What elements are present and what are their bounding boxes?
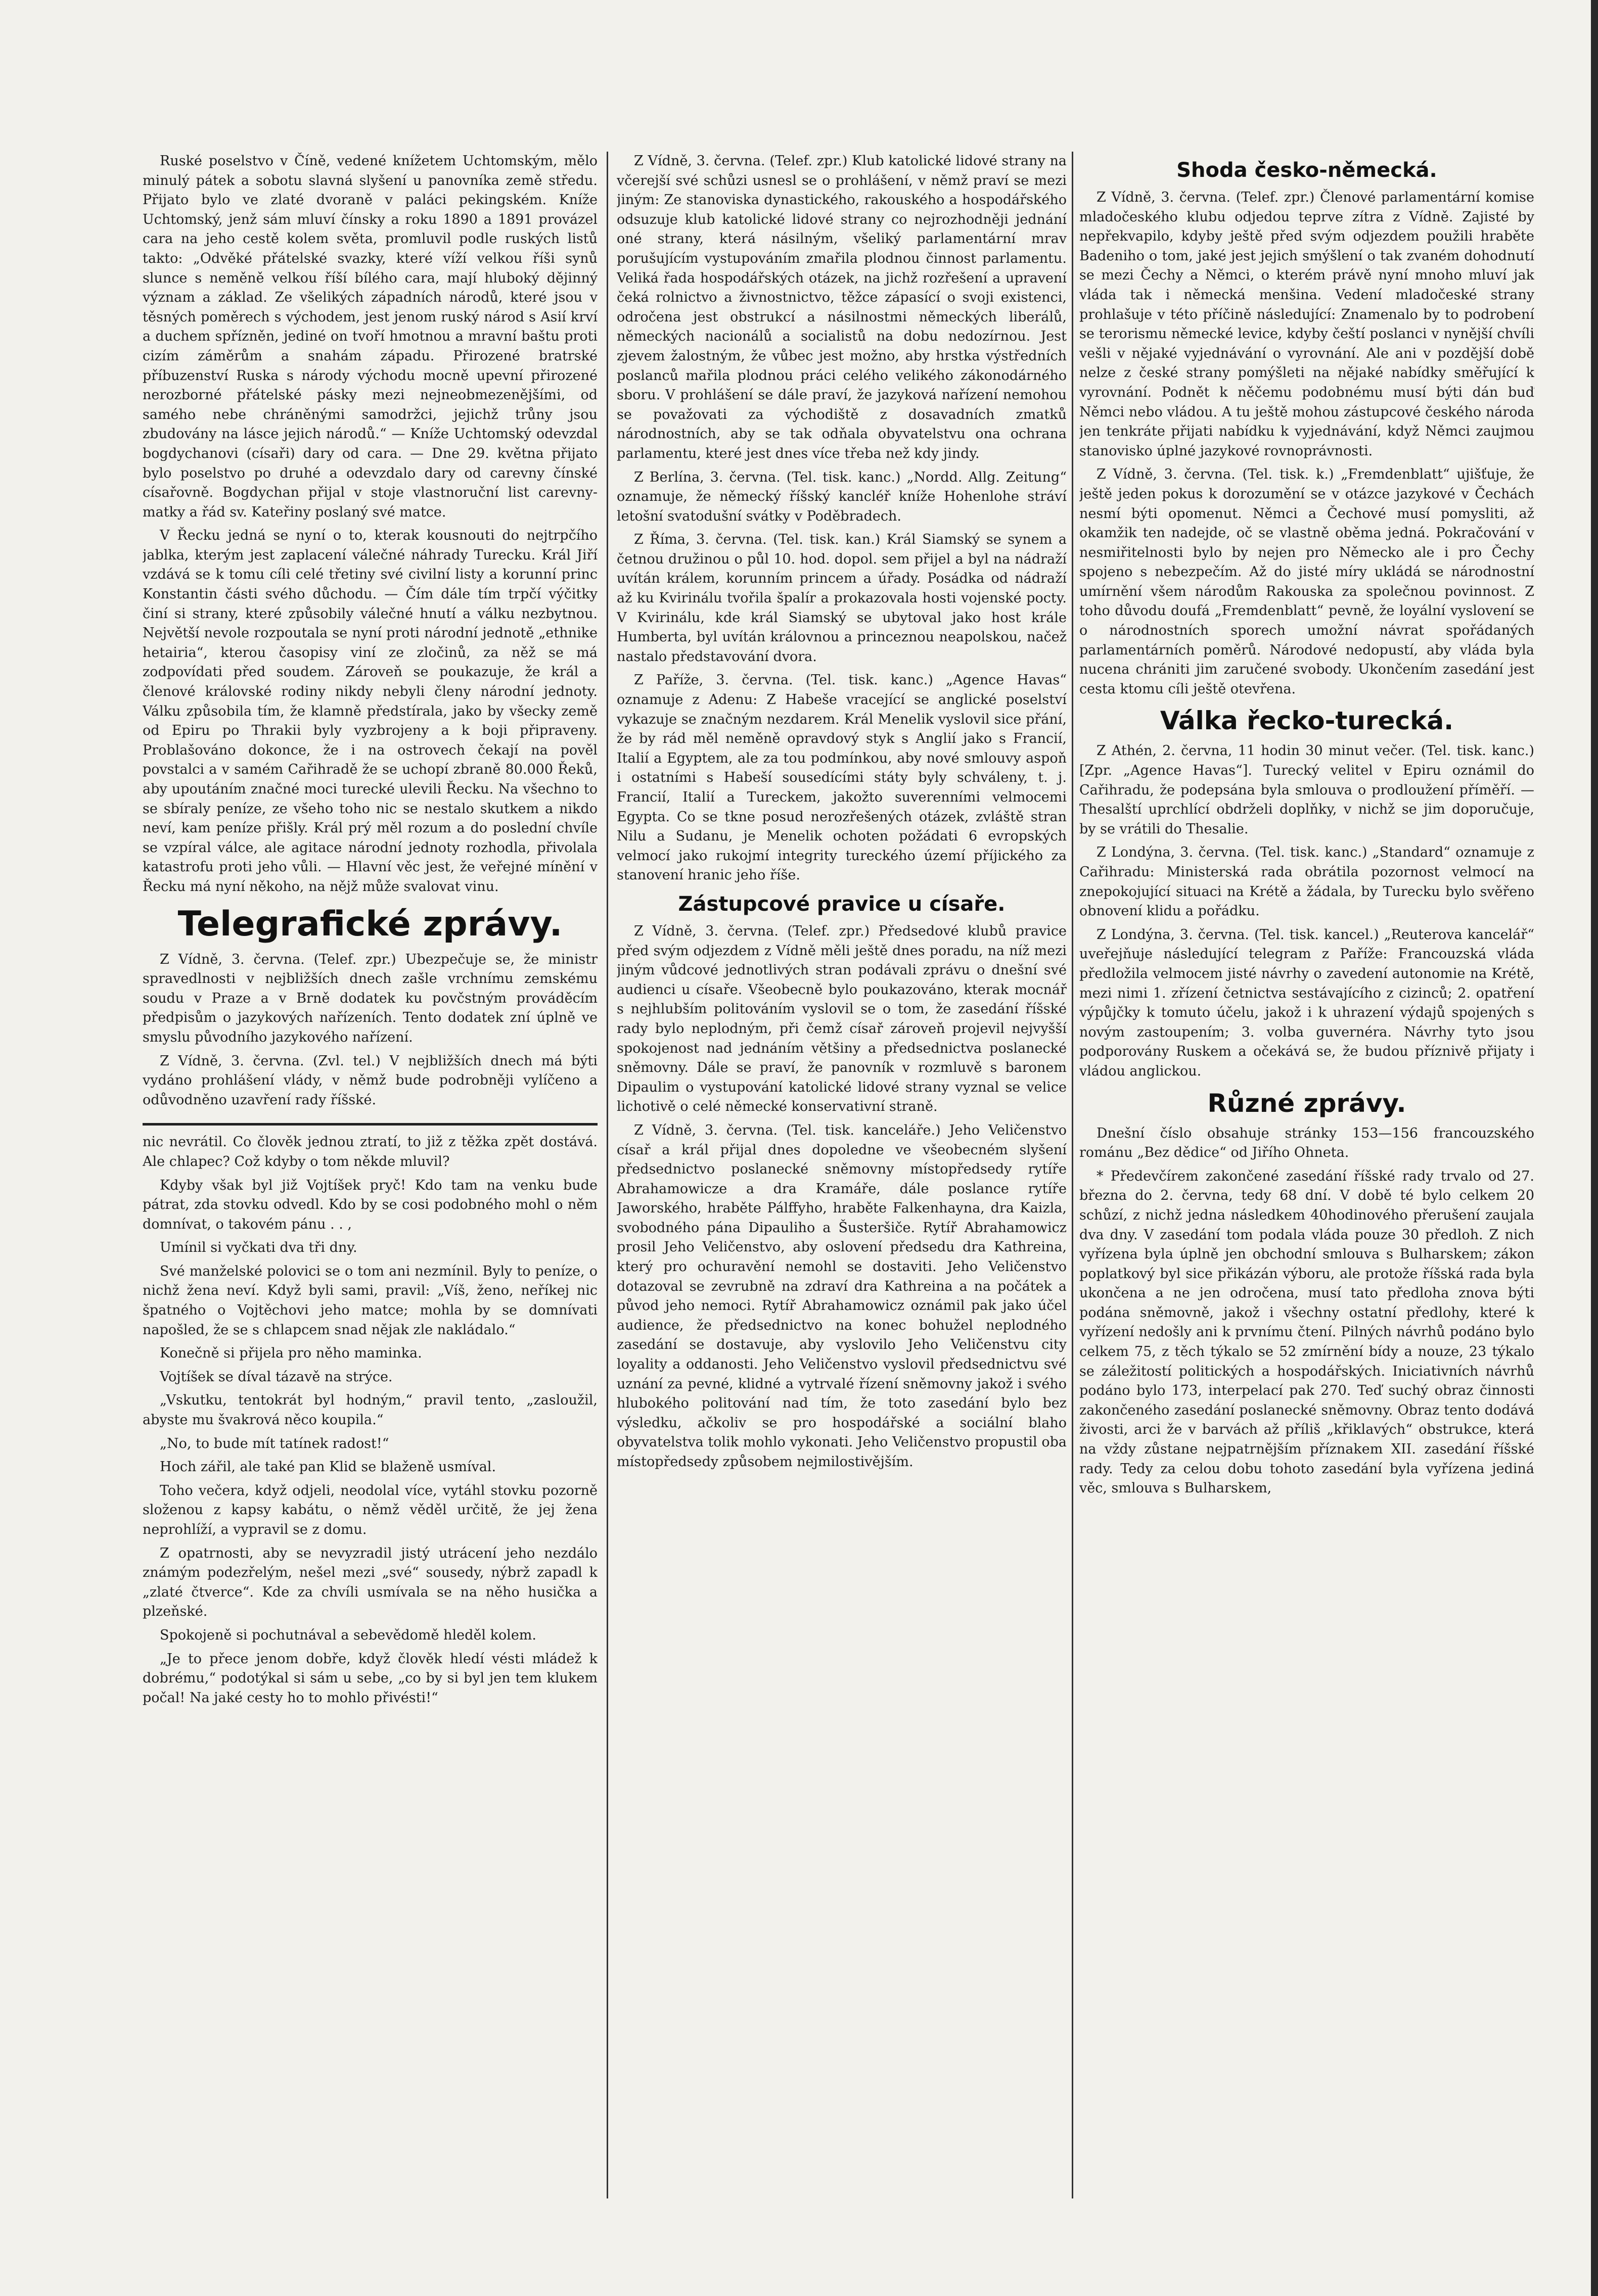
column-middle xyxy=(617,152,1067,2198)
news-item: Z Vídně, 3. června. (Tel. tisk. kanceláře.) Jeho Veličenstvo císař a král přijal dnes dopoledne ve všeobecném slyšení předsednictvo poslanecké sněmovny místopředsedy rytíře Abrahamowicze a dra Kramáře, dále poslance rytíře Jaworského, hraběte Pálffyho, hraběte Falkenhayna, dra Kaizla, svobodného pána Dipauliho a Šusteršiče. Rytíř Abrahamowicz prosil Jeho Veličenstvo, aby oslovení předsedu dra Kathreina, který pro ochuravění nemohl se dostaviti. Jeho Veličenstvo dotazoval se zevrubně na zdraví dra Kathreina a na počátek a původ jeho nemoci. Rytíř Abrahamowicz oznámil pak jako účel audience, že předsednictvo na konec bohužel neplodného zasedání se dostavuje, aby vyslovilo Jeho Veličenstvu city loyality a oddanosti. Jeho Veličenstvo vyslovil předsednictvu své uznání za pevné, klidné a vytrvalé řízení sněmovny jakož i svého hlubokého politování nad tím, že toto zasedání bylo bez výsledku, ačkoliv se pro hospodářské a sociální blaho obyvatelstva tolik mohlo vykonati. Jeho Veličenstvo propustil oba místopředsedy způsobem nejmilostivějším. xyxy=(617,1122,1067,1470)
feuilleton-paragraph: „Je to přece jenom dobře, když člověk hledí vésti mládež k dobrému,“ podotýkal si sám u sebe, „co by si byl jen tem klukem počal! Na jaké cesty ho to mohlo přivésti!“ xyxy=(143,1651,598,1706)
news-item: Z Londýna, 3. června. (Tel. tisk. kancel.) „Reuterova kancelář“ uveřejňuje následující telegram z Paříže: Francouzská vláda předložila velmocem jisté návrhy o zavedení autonomie na Krétě, mezi nimi 1. zřízení četnictva sestávajícího z cizinců; 2. opatření výpůjčky k tomuto účelu, jakož i k uhrazení výdajů spojených s novým zastoupením; 3. volba guvernéra. Návrhy tyto jsou podporovány Ruskem a očekává se, že budou příznivě přijaty i vládou anglickou. xyxy=(1079,926,1534,1079)
news-item: Z Londýna, 3. června. (Tel. tisk. kanc.) „Standard“ oznamuje z Cařihradu: Ministerská rada obrátila pozornost velmocí na znepokojující situaci na Krétě a žádala, by Turecku bylo svěřeno obnovení klidu a pořádku. xyxy=(1079,845,1534,919)
feuilleton-paragraph: „Vskutku, tentokrát byl hodným,“ pravil tento, „zasloužil, abyste mu švakrová něco koupila.“ xyxy=(143,1392,598,1428)
news-item: Z Berlína, 3. června. (Tel. tisk. kanc.) „Nordd. Allg. Zeitung“ oznamuje, že německý říšský kancléř kníže Hohenlohe stráví letošní svatodušní svátky v Poděbradech. xyxy=(617,469,1067,524)
news-item: Z Paříže, 3. června. (Tel. tisk. kanc.) „Agence Havas“ oznamuje z Adenu: Z Habeše vracející se anglické poselství vykazuje se značným nezdarem. Král Menelik vyslovil sice přání, že by rád měl neměně opravdový styk s Anglií jako s Francií, Italií a Egyptem, ale za tou podmínkou, aby nové smlouvy aspoň i ostatními s Habeší sousedícími státy byly schváleny, t. j. Francií, Italií a Tureckem, jakožto suverenními velmocemi Egypta. Co se tkne posud nerozřešených otázek, zvláště stran Nilu a Sudanu, je Menelik ochoten požádati 6 evropských velmocí jako rukojmí integrity tureckého území příjického za stanovení hranic jeho říše. xyxy=(617,672,1067,883)
page-edge-shadow xyxy=(1591,0,1598,2296)
column-separator xyxy=(1072,152,1073,2198)
feuilleton-paragraph: Z opatrnosti, aby se nevyzradil jistý utrácení jeho nezdálo známým podezřelým, nešel mezi „své“ sousedy, nýbrž zapadl k „zlaté čtverce“. Kde za chvíli usmívala se na něho husička a plzeňské. xyxy=(143,1545,598,1620)
feuilleton-paragraph: Své manželské polovici se o tom ani nezmínil. Byly to peníze, o nichž žena neví. Když byli sami, pravil: „Víš, ženo, neříkej nic špatného o Vojtěchovi jeho matce; mohla by se domnívati napošled, že se s chlapcem snad nějak zle nakládalo.“ xyxy=(143,1263,598,1338)
news-item: Z Říma, 3. června. (Tel. tisk. kan.) Král Siamský se synem a četnou družinou o půl 10. hod. dopol. sem přijel a byl na nádraží uvítán králem, korunním princem a úřady. Posádka od nádraží až ku Kvirinálu tvořila špalír a prokazovala hosti vojenské pocty. V Kvirinálu, kde král Siamský se ubytoval jako host krále Humberta, byl uvítán královnou a princeznou neapolskou, načež nastalo představování dvora. xyxy=(617,532,1067,665)
greece-article: V Řecku jedná se nyní o to, kterak kousnouti do nejtrpčího jablka, kterým jest zaplacení válečné náhrady Turecku. Král Jiří vzdává se k tomu cíli celé třetiny své civilní listy a korunní princ Konstantin části svého důchodu. — Čím dále tím trpčí výčitky činí si strany, které způsobily válečné hnutí a válku nezbytnou. Největší nevole rozpoutala se nyní proti národní jednotě „ethnike hetairia“, kterou časopisy viní ze zločinů, za něž se má zodpovídati před soudem. Zároveň se poukazuje, že král a členové královské rodiny nikdy nebyli členy národní jednoty. Válku způsobila tím, že klamně předstírala, jako by všecky země od Epiru po Thrakii byly vyzbrojeny a k boji připraveny. Problašováno dokonce, že i na ostrovech čekají na pověl povstalci a v samém Cařihradě že se uchopí zbraně 80.000 Řeků, aby upoutáním značné moci turecké ulevili Řecku. Na všechno to se sbíraly peníze, ze všeho toho nic se nestalo skutkem a nikdo neví, kam peníze přišly. Král prý měl rozum a do poslední chvíle se vzpíral válce, ale agitace národní jednoty rozhodla, přivolala katastrofu proti jeho vůli. — Hlavní věc jest, že veřejné mínění v Řecku má nyní někoho, na nějž může svalovat vinu. xyxy=(143,528,598,895)
news-item: Dnešní číslo obsahuje stránky 153—156 francouzského románu „Bez dědice“ od Jiřího Ohneta. xyxy=(1079,1125,1534,1161)
telegraph-item: Z Vídně, 3. června. (Telef. zpr.) Ubezpečuje se, že ministr spravedlnosti v nejbližších dnech zašle vrchnímu zemskému soudu v Praze a v Brně dodatek ku povčstným prováděcím předpisům o jazykových nařízeních. Tento dodatek zní úplně ve smyslu původního jazykového nařízení. xyxy=(143,951,598,1045)
feuilleton-divider xyxy=(143,1123,598,1126)
feuilleton-paragraph: „No, to bude mít tatínek radost!“ xyxy=(160,1435,389,1451)
feuilleton-paragraph: Spokojeně si pochutnával a sebevědomě hleděl kolem. xyxy=(160,1627,536,1643)
feuilleton-paragraph: nic nevrátil. Co člověk jednou ztratí, to již z těžka zpět dostává. Ale chlapec? Což kdyby o tom někde mluvil? xyxy=(143,1134,598,1169)
telegraph-heading: Telegrafické zprávy. xyxy=(177,904,563,944)
news-item: * Předevčírem zakončené zasedání říšské rady trvalo od 27. března do 2. června, tedy 68 dní. V době té bylo celkem 20 schůzí, z nichž jedna následkem 40hodinového přerušení zaujala dva dny. V zasedání tom podala vláda pouze 30 předloh. Z nich vyřízena byla úplně jen obchodní smlouva s Bulharskem; zákon poplatkový byl sice přikázán výboru, ale protože říšská rada byla ukončena a ne jen odročena, musí tato předloha znova býti podána sněmovně, jakož i všechny ostatní předlohy, které k vyřízení nedošly ani k prvnímu čtení. Pilných návrhů podáno bylo celkem 75, z těch týkalo se 52 zmírnění bídy a nouze, 23 týkalo se záležitostí politických a hospodářských. Iniciativních návrhů podáno bylo 173, interpelací pak 270. Teď suchý obraz činnosti zakončeného zasedání poslanecké sněmovny. Obraz tento dodává živosti, arci že v barvách až příliš „křiklavých“ obstrukce, která na vždy zůstane nejpatrnějším příznakem XII. zasedání říšské rady. Tedy za celou dobu tohoto zasedání byla vyřízena jediná věc, smlouva s Bulharskem, xyxy=(1079,1168,1534,1496)
section-heading: Shoda česko-německá. xyxy=(1176,159,1437,182)
section-heading: Zástupcové pravice u císaře. xyxy=(678,892,1006,916)
section-heading: Různé zprávy. xyxy=(1207,1088,1406,1118)
news-item: Z Vídně, 3. června. (Telef. zpr.) Členové parlamentární komise mladočeského klubu odjedou teprve zítra z Vídně. Zajisté by nepřekvapilo, kdyby ještě před svým odjezdem použili hraběte Badeniho o tom, jaké jest jejich smýšlení o tak zvaném dohodnutí se mezi Čechy a Němci, o kterém právě nyní mnoho mluví jak vláda tak i německá menšina. Vedení mladočeské strany prohlašuje v této příčině následující: Znamenalo by to podrobení se terorismu německé levice, kdyby čeští poslanci v nynější chvíli vešli v nějaké vyjednávání o vyrovnání. Ale ani v pozdější době nelze z české strany pomýšleti na nějaké nabídky směřující k vyrovnání. Podnět k něčemu podobnému musí býti dán buď Němci nebo vládou. A tu ještě mohou zástupcové českého národa jen tenkráte přijati nabídku k vyjednávání, když Němci zaujmou stanovisko úplné jazykové rovnoprávnosti. xyxy=(1079,190,1534,459)
news-item: Z Athén, 2. června, 11 hodin 30 minut večer. (Tel. tisk. kanc.) [Zpr. „Agence Havas“]. Turecký velitel v Epiru oznámil do Cařihradu, že podepsána byla smlouva o prodloužení příměří. — Thesalští uprchlící obdrželi doplňky, v nichž se jim doporučuje, by se vrátili do Thesalie. xyxy=(1079,743,1534,837)
feuilleton-paragraph: Kdyby však byl již Vojtíšek pryč! Kdo tam na venku bude pátrat, zda stovku odvedl. Kdo by se cosi podobného mohl o něm domnívat, o takovém pánu . . , xyxy=(143,1177,598,1232)
section-heading: Válka řecko-turecká. xyxy=(1160,706,1454,736)
feuilleton-paragraph: Umínil si vyčkati dva tři dny. xyxy=(160,1240,357,1256)
telegraph-item: Z Vídně, 3. června. (Zvl. tel.) V nejbližších dnech má býti vydáno prohlášení vlády, v němž bude podrobněji vylíčeno a odůvodněno uzavření rady říšské. xyxy=(143,1053,598,1108)
column-right xyxy=(1079,152,1534,2214)
russian-embassy-article: Ruské poselstvo v Číně, vedené knížetem Uchtomským, mělo minulý pátek a sobotu slavná slyšení u panovníka země středu. Přijato bylo ve zlaté dvoraně v paláci pekingském. Kníže Uchtomský, jenž sám mluví čínsky a roku 1890 a 1891 provázel cara na jeho cestě kolem světa, promluvil podle ruských listů takto: „Odvěké přátelské svazky, které víží velkou říši synů slunce s neměně velkou říší bílého cara, mají hluboký dějinný význam a základ. Ze všelikých západních národů, které jsou v těsných poměrech s východem, jest jenom ruský národ s Asií krví a duchem spřízněn, jediné on tvoří hmotnou a mravní baštu proti cizím záměrům a snahám západu. Přirozené bratrské příbuzenství Ruska s národy východu mocně upevní přirozené nerozborné přátelské pásky mezi nejneobmezenějšími, od samého nebe chráněnými samodržci, jejichž trůny jsou zbudovány na lásce jejich národů.“ — Kníže Uchtomský odevzdal bogdychanovi (císaři) dary od cara. — Dne 29. května přijato bylo poselstvo po druhé a odevzdalo dary od carevny čínské císařovně. Bogdychan přijal v stoje vlastnoruční list carevny-matky a řád sv. Kateřiny poslaný své matce. xyxy=(143,153,598,520)
news-item: Z Vídně, 3. června. (Telef. zpr.) Předsedové klubů pravice před svým odjezdem z Vídně měli ještě dnes poradu, na níž mezi jiným vůdcové jednotlivých stran podávali zprávu o dnešní své audienci u císaře. Všeobecně bylo poukazováno, kterak mocnář s nejhlubším politováním vyslovil se o tom, že zasedání říšské rady bylo neplodným, při čemž císař zároveň projevil nejvyšší spokojenost nad jednáním většiny a předsednictva poslanecké sněmovny. Dále se praví, že panovník v rozmluvě s baronem Dipaulim o vystupování katolické lidové strany vyznal se velice lichotivě o celé německé konservativní straně. xyxy=(617,923,1067,1115)
feuilleton-paragraph: Toho večera, když odjeli, neodolal více, vytáhl stovku pozorně složenou z kapsy kabátu, o němž věděl určitě, že jej žena neprohlíží, a vypravil se z domu. xyxy=(143,1482,598,1537)
column-separator xyxy=(607,152,608,2198)
news-item: Z Vídně, 3. června. (Telef. zpr.) Klub katolické lidové strany na včerejší své schůzi usnesl se o prohlášení, v němž praví se mezi jiným: Ze stanoviska dynastického, rakouského a hospodářského odsuzuje klub katolické lidové strany co nejrozhodněji jednání oné strany, která násilným, všeliký parlamentární mrav porušujícím vystupováním zmařila plodnou činnost parlamentu. Veliká řada hospodářských otázek, na jichž rozřešení a upravení čeká rolnictvo a živnostnictvo, těžce zápasící o svoji existenci, odročena jest obstrukcí a násilnostmi německých liberálů, německých nacionálů a socialistů na dobu nedozírnou. Jest zjevem žalostným, že vůbec jest možno, aby hrstka výstředních poslanců mařila plodnou práci celého velikého zákonodárného sboru. V prohlášení se dále praví, že jazyková nařízení nemohou se považovati za východiště z dosavadních zmatků národnostních, aby se tak odňala obyvatelstvu ona ochrana parlamentu, které jest dnes více třeba než kdy jindy. xyxy=(617,153,1067,461)
feuilleton-paragraph: Vojtíšek se díval tázavě na strýce. xyxy=(160,1369,393,1385)
news-item: Z Vídně, 3. června. (Tel. tisk. k.) „Fremdenblatt“ ujišťuje, že ještě jeden pokus k dorozumění se v otázce jazykové v Čechách nesmí býti opomenut. Němci a Čechové musí pomysliti, až okamžik ten nadejde, oč se vlastně oběma jedná. Pokračování v nesmiřitelnosti bylo by nejen pro Německo ale i pro Čechy spojeno s nebezpečím. Až do jisté míry ukládá se národnostní umírnění všem národům Rakouska za společnou povinnost. Z toho důvodu doufá „Fremdenblatt“ pevně, že loyální vyslovení se o národnostních sporech umožní návrat spořádaných parlamentárních poměrů. Národové nedopustí, aby vláda byla nucena chrániti jim zaručené svobody. Ukončením zasedání jest cesta ktomu cíli ještě otevřena. xyxy=(1079,466,1534,697)
feuilleton-paragraph: Konečně si přijela pro něho maminka. xyxy=(160,1345,422,1362)
column-left xyxy=(143,152,598,2264)
feuilleton-paragraph: Hoch zářil, ale také pan Klid se blaženě usmíval. xyxy=(160,1459,496,1475)
